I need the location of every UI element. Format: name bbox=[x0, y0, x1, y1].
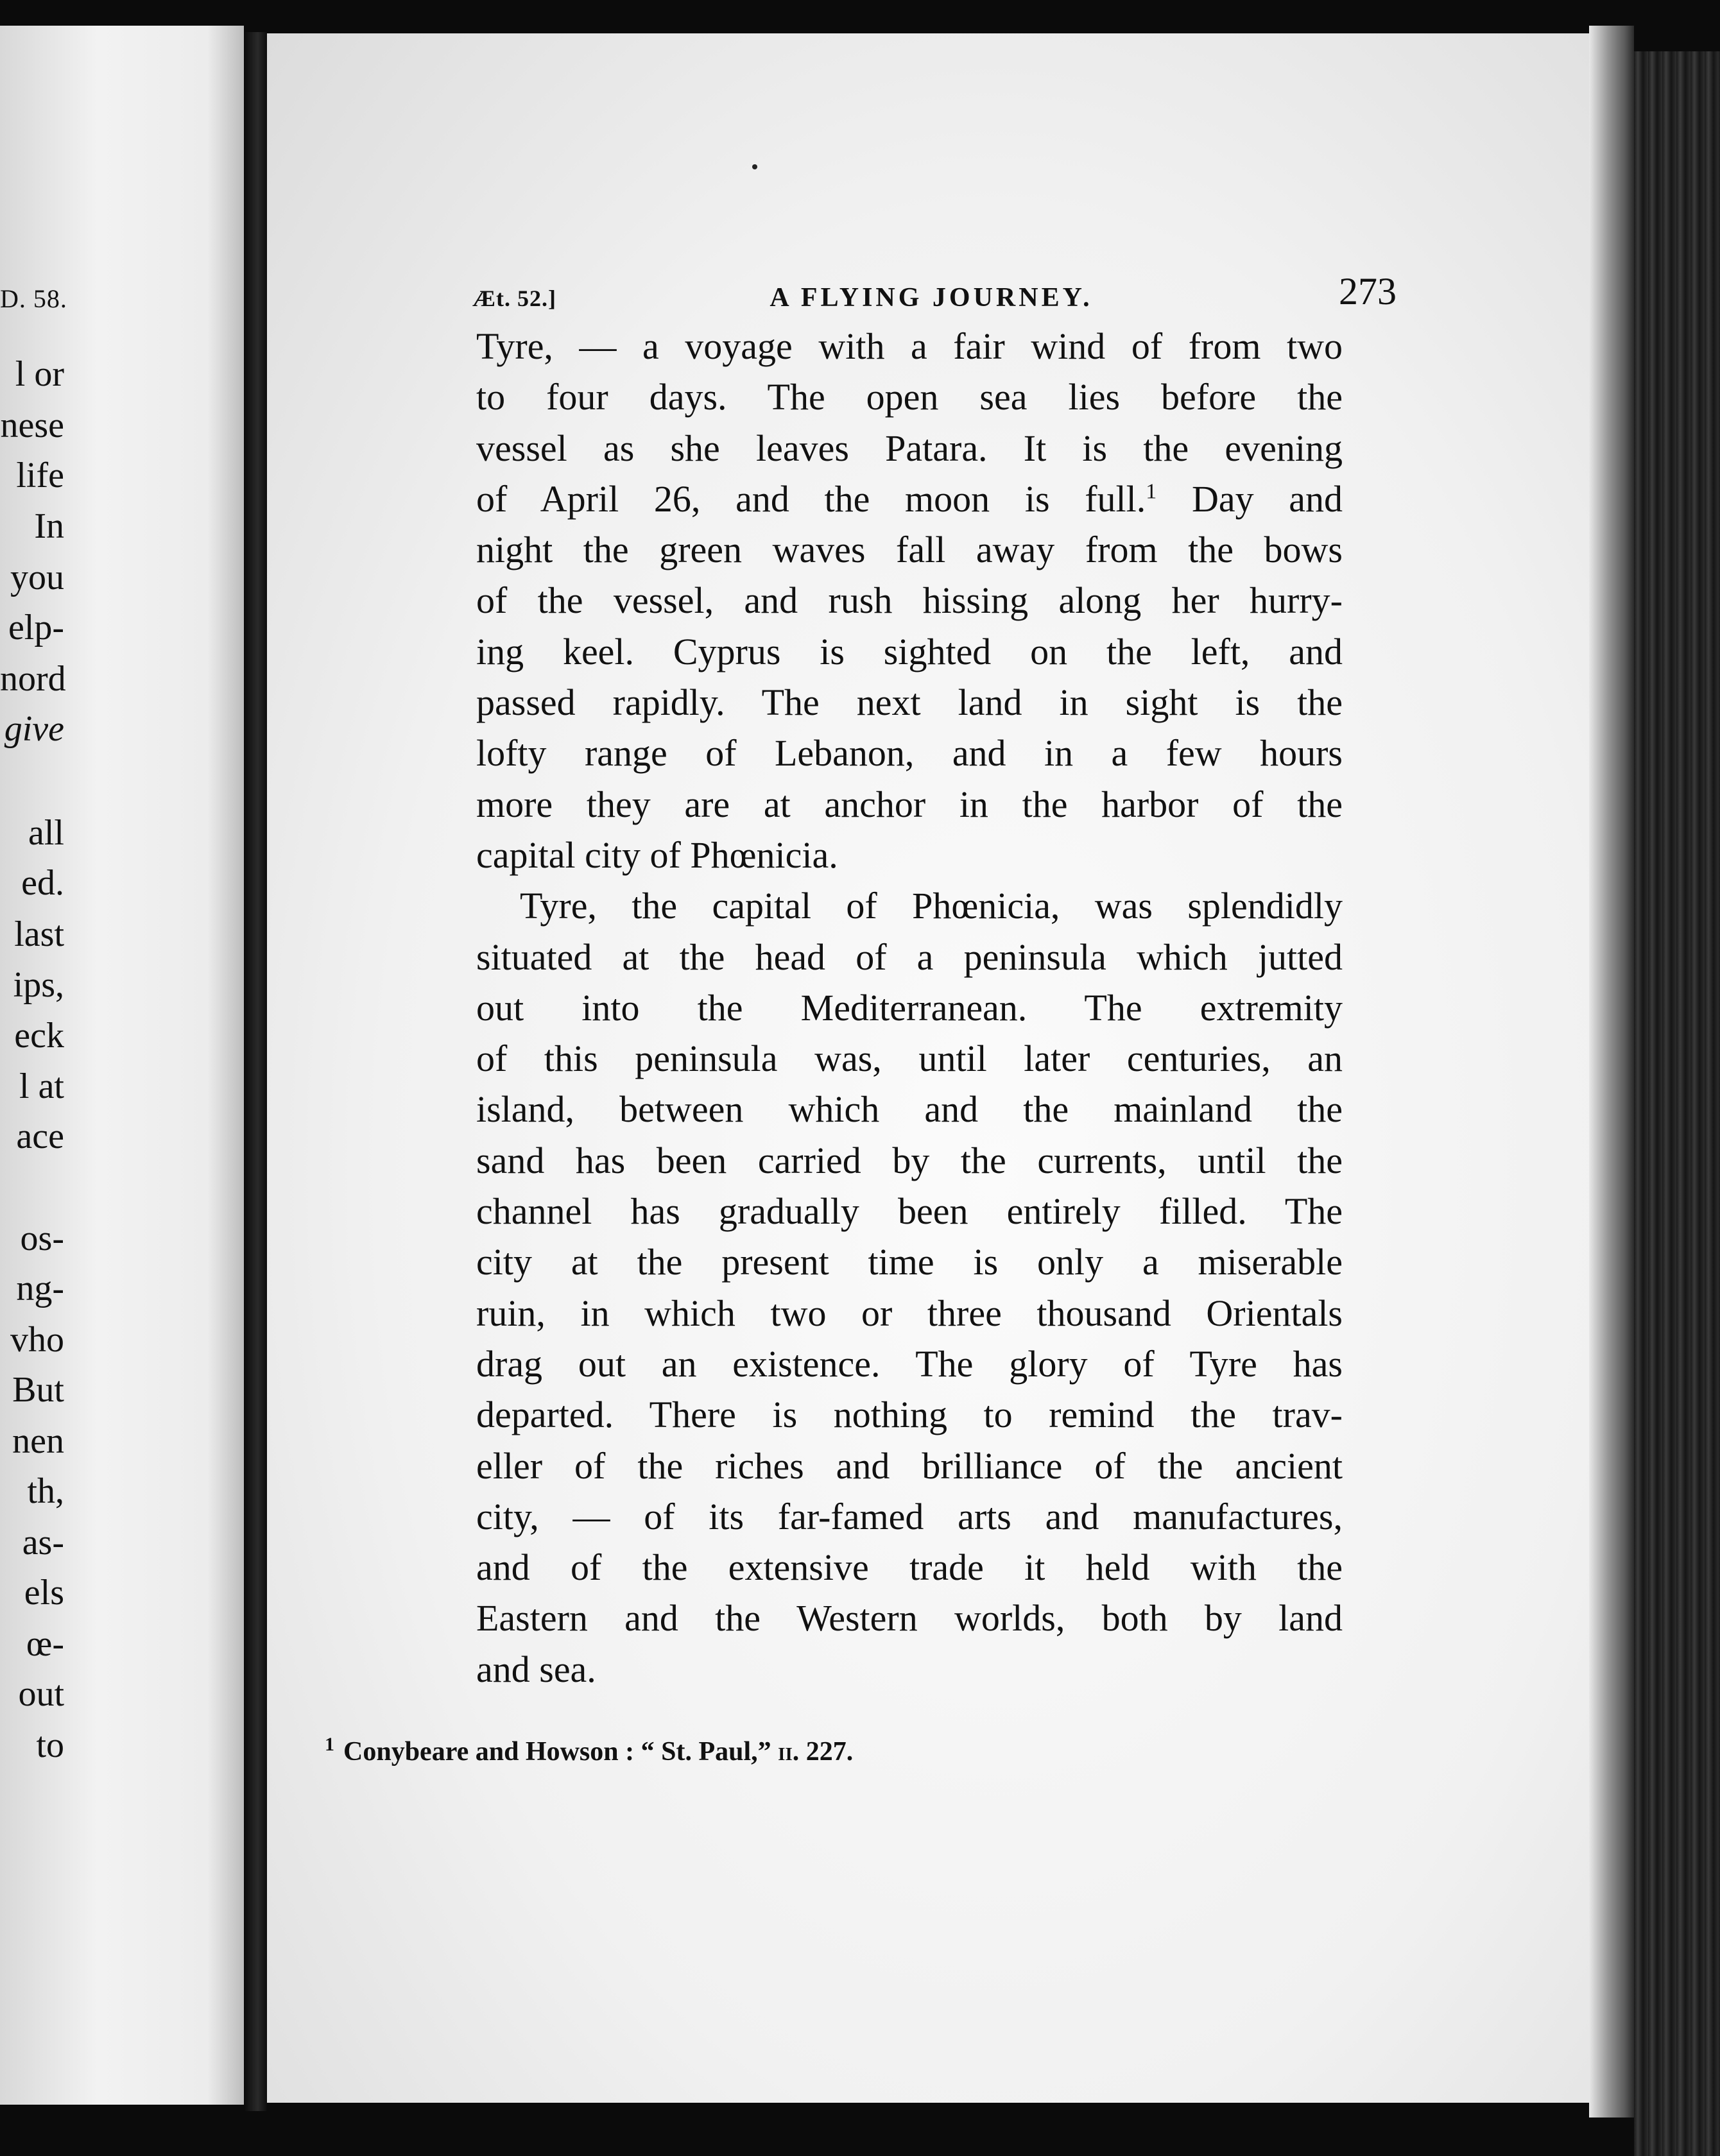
facing-line: all bbox=[28, 813, 64, 853]
text-line: lofty range of Lebanon, and in a few hours bbox=[476, 732, 1343, 774]
speck bbox=[752, 164, 757, 169]
running-head bbox=[472, 270, 1397, 321]
footnote-page: 227. bbox=[799, 1737, 854, 1767]
text-line-with-footnote bbox=[476, 474, 1343, 524]
facing-line: In bbox=[34, 506, 64, 546]
facing-line: to bbox=[36, 1725, 64, 1765]
text-segment: of April 26, and the moon is full. bbox=[476, 477, 1146, 520]
page-273 bbox=[267, 33, 1589, 2103]
text-line: channel has gradually been entirely filled. The bbox=[476, 1190, 1343, 1233]
footnote-volume: ii. bbox=[778, 1737, 800, 1767]
text-line: out into the Mediterranean. The extremity bbox=[476, 986, 1343, 1029]
facing-page-header: D. 58. bbox=[0, 284, 67, 313]
facing-page-left bbox=[0, 26, 244, 2105]
text-line: city at the present time is only a miserable bbox=[476, 1241, 1343, 1283]
facing-line: ed. bbox=[21, 863, 64, 903]
facing-line: ips, bbox=[13, 965, 64, 1005]
facing-line: nord bbox=[0, 659, 66, 699]
facing-line: last bbox=[14, 914, 64, 954]
facing-line: l or bbox=[15, 354, 64, 394]
facing-line: l at bbox=[19, 1066, 64, 1106]
text-line: sand has been carried by the currents, until the bbox=[476, 1139, 1343, 1181]
text-line: and of the extensive trade it held with the bbox=[476, 1546, 1343, 1589]
facing-line: nen bbox=[12, 1421, 64, 1461]
text-line: drag out an existence. The glory of Tyre has bbox=[476, 1342, 1343, 1385]
text-line: of the vessel, and rush hissing along her hurry- bbox=[476, 579, 1343, 622]
book-gutter bbox=[244, 32, 267, 2111]
footnote-reference: 1 bbox=[1146, 479, 1157, 504]
facing-line: ng- bbox=[16, 1269, 64, 1308]
text-line: more they are at anchor in the harbor of the bbox=[476, 783, 1343, 825]
footnote-number: 1 bbox=[325, 1734, 334, 1755]
text-segment: Day and bbox=[1157, 477, 1343, 520]
text-line: city, — of its far-famed arts and manufactures, bbox=[476, 1495, 1343, 1537]
footnote-text: Conybeare and Howson : “ St. Paul,” bbox=[343, 1737, 778, 1767]
text-line: night the green waves fall away from the bows bbox=[476, 529, 1343, 571]
text-line: ing keel. Cyprus is sighted on the left, and bbox=[476, 630, 1343, 672]
facing-line: But bbox=[12, 1370, 64, 1410]
facing-line: os- bbox=[20, 1219, 64, 1258]
text-line: Tyre, — a voyage with a fair wind of from two bbox=[476, 325, 1343, 367]
facing-line: nese bbox=[0, 406, 64, 445]
running-head-age: Æt. 52.] bbox=[472, 286, 556, 311]
facing-line: els bbox=[24, 1573, 64, 1613]
facing-line: vho bbox=[10, 1320, 64, 1360]
text-line: vessel as she leaves Patara. It is the evening bbox=[476, 427, 1343, 469]
facing-line: ace bbox=[16, 1116, 64, 1156]
text-line: eller of the riches and brilliance of the ancient bbox=[476, 1444, 1343, 1487]
text-line: ruin, in which two or three thousand Orientals bbox=[476, 1292, 1343, 1334]
text-line: Tyre, the capital of Phœnicia, was splendidly bbox=[520, 885, 1343, 927]
facing-line: as- bbox=[22, 1523, 64, 1562]
text-line: departed. There is nothing to remind the trav- bbox=[476, 1394, 1343, 1436]
book-cover-edge bbox=[1634, 51, 1720, 2156]
text-line: of this peninsula was, until later centuries, an bbox=[476, 1038, 1343, 1080]
facing-line: eck bbox=[14, 1016, 64, 1056]
text-line: island, between which and the mainland the bbox=[476, 1088, 1343, 1131]
body-text bbox=[476, 321, 1343, 1695]
facing-line: give bbox=[4, 709, 64, 749]
facing-line: out bbox=[18, 1674, 64, 1714]
text-line: capital city of Phœnicia. bbox=[476, 834, 838, 876]
text-line: Eastern and the Western worlds, both by land bbox=[476, 1597, 1343, 1639]
running-head-title: A FLYING JOURNEY. bbox=[770, 283, 1093, 312]
page-number: 273 bbox=[1339, 270, 1397, 312]
facing-line: œ- bbox=[26, 1624, 64, 1664]
facing-line: you bbox=[10, 558, 64, 597]
facing-line: life bbox=[16, 456, 64, 495]
text-line: and sea. bbox=[476, 1648, 596, 1690]
text-line: to four days. The open sea lies before the bbox=[476, 376, 1343, 418]
facing-line: th, bbox=[27, 1471, 64, 1511]
text-line: situated at the head of a peninsula which jutted bbox=[476, 936, 1343, 978]
footnote bbox=[325, 1734, 853, 1767]
text-line: passed rapidly. The next land in sight is the bbox=[476, 681, 1343, 724]
page-edges bbox=[1589, 26, 1634, 2118]
facing-line: elp- bbox=[8, 608, 64, 647]
